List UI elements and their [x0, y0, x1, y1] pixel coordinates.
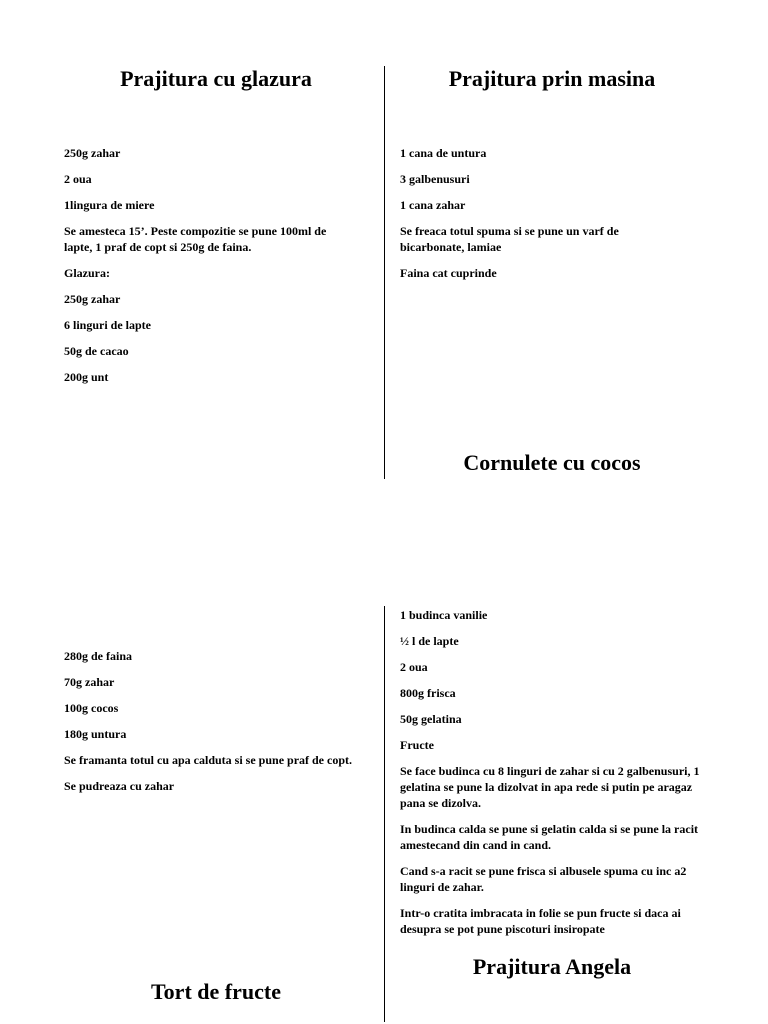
recipe-line: 200g unt	[64, 370, 109, 384]
recipe-line: Fructe	[400, 738, 434, 752]
bottom-column-divider	[384, 606, 385, 1022]
recipe-line: 70g zahar	[64, 675, 115, 689]
recipe-line: 2 oua	[64, 172, 92, 186]
recipe-title-prajitura-cu-glazura: Prajitura cu glazura	[120, 66, 312, 91]
recipe-line: 1 cana zahar	[400, 198, 466, 212]
recipe-line: Glazura:	[64, 266, 110, 280]
recipe-line: 2 oua	[400, 660, 428, 674]
recipe-line: 180g untura	[64, 727, 127, 741]
recipe-line: 6 linguri de lapte	[64, 318, 152, 332]
recipe-body-prajitura-prin-masina	[400, 145, 662, 291]
recipe-body-prajitura-cu-glazura	[64, 145, 354, 395]
recipe-line: 50g gelatina	[400, 712, 462, 726]
recipe-line: Se framanta totul cu apa calduta si se pune praf de copt.	[64, 753, 353, 767]
top-column-divider	[384, 66, 385, 479]
recipe-line: 50g de cacao	[64, 344, 129, 358]
recipe-line: 1lingura de miere	[64, 198, 155, 212]
recipe-line: ½ l de lapte	[400, 634, 459, 648]
recipe-line: Intr-o cratita imbracata in folie se pun fructe si daca ai desupra se pot pune piscoturi insiropate	[400, 906, 681, 936]
recipe-line: 280g de faina	[64, 649, 133, 663]
recipe-line: Se freaca totul spuma si se pune un varf de bicarbonate, lamiae	[400, 224, 619, 254]
recipe-line: 250g zahar	[64, 292, 121, 306]
recipe-line: 250g zahar	[64, 146, 121, 160]
recipe-line: 1 budinca vanilie	[400, 608, 488, 622]
recipe-title-tort-de-fructe: Tort de fructe	[151, 979, 281, 1004]
recipe-line: 1 cana de untura	[400, 146, 487, 160]
recipe-body-cornulete-cu-cocos	[64, 648, 354, 804]
recipe-title-prajitura-prin-masina: Prajitura prin masina	[448, 66, 656, 91]
recipe-title-prajitura-angela: Prajitura Angela	[472, 954, 632, 979]
recipe-line: Cand s-a racit se pune frisca si albusele spuma cu inc a2 linguri de zahar.	[400, 864, 687, 894]
recipe-line: Faina cat cuprinde	[400, 266, 497, 280]
recipe-line: In budinca calda se pune si gelatin calda si se pune la racit amestecand din cand in cand.	[400, 822, 699, 852]
recipe-line: Se amesteca 15’. Peste compozitie se pune 100ml de lapte, 1 praf de copt si 250g de faina.	[64, 224, 327, 254]
recipe-line: 100g cocos	[64, 701, 119, 715]
recipe-body-tort-de-fructe	[400, 607, 704, 947]
recipe-line: Se pudreaza cu zahar	[64, 779, 175, 793]
recipe-title-cornulete-cu-cocos: Cornulete cu cocos	[463, 450, 641, 475]
recipe-line: 800g frisca	[400, 686, 456, 700]
recipe-line: Se face budinca cu 8 linguri de zahar si cu 2 galbenusuri, 1 gelatina se pune la dizolvat in apa rede si putin pe aragaz pana se dizolva.	[400, 764, 700, 810]
recipe-line: 3 galbenusuri	[400, 172, 470, 186]
